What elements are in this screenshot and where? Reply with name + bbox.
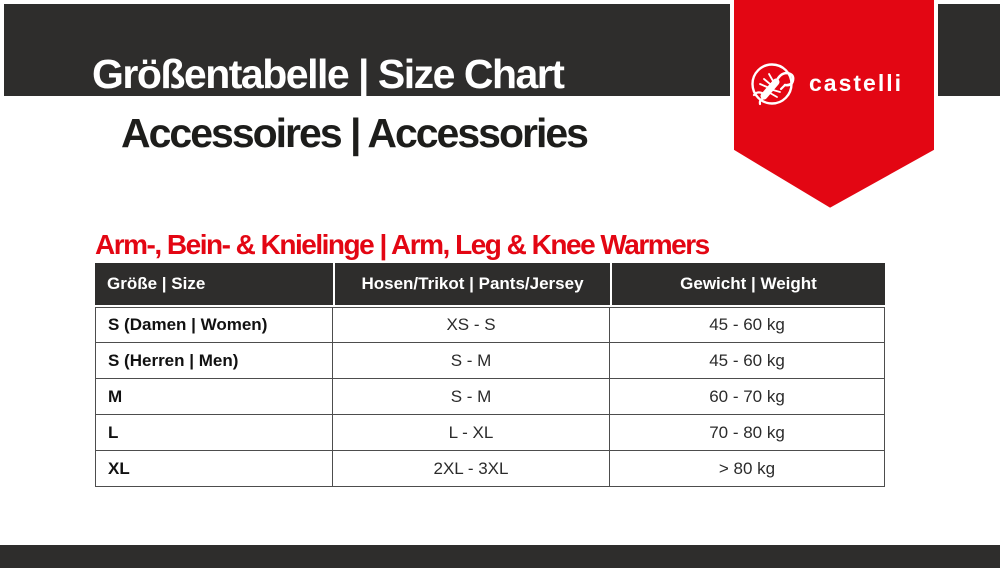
brand-ribbon [724, 0, 940, 214]
column-header-pants-jersey: Hosen/Trikot | Pants/Jersey [333, 263, 610, 307]
pants-jersey-cell: L - XL [333, 415, 610, 451]
table-row [95, 307, 885, 343]
weight-cell: 45 - 60 kg [610, 343, 885, 379]
size-cell: S (Damen | Women) [95, 307, 333, 343]
column-header-size: Größe | Size [95, 263, 333, 307]
table-row [95, 451, 885, 487]
section-heading: Arm-, Bein- & Knielinge | Arm, Leg & Knee Warmers [95, 229, 709, 260]
weight-cell: 70 - 80 kg [610, 415, 885, 451]
pants-jersey-cell: S - M [333, 343, 610, 379]
weight-cell: 45 - 60 kg [610, 307, 885, 343]
brand-wordmark: castelli [809, 70, 903, 96]
size-table [95, 263, 885, 487]
size-cell: L [95, 415, 333, 451]
table-row [95, 415, 885, 451]
size-cell: M [95, 379, 333, 415]
pants-jersey-cell: S - M [333, 379, 610, 415]
footer-band [0, 545, 1000, 568]
table-header-row [95, 263, 885, 307]
size-cell: S (Herren | Men) [95, 343, 333, 379]
pants-jersey-cell: 2XL - 3XL [333, 451, 610, 487]
weight-cell: > 80 kg [610, 451, 885, 487]
size-cell: XL [95, 451, 333, 487]
ribbon-shape [724, 0, 940, 214]
table-row [95, 343, 885, 379]
page-subtitle: Accessoires | Accessories [121, 110, 587, 156]
column-header-weight: Gewicht | Weight [610, 263, 885, 307]
page-title: Größentabelle | Size Chart [92, 51, 564, 97]
weight-cell: 60 - 70 kg [610, 379, 885, 415]
table-row [95, 379, 885, 415]
pants-jersey-cell: XS - S [333, 307, 610, 343]
